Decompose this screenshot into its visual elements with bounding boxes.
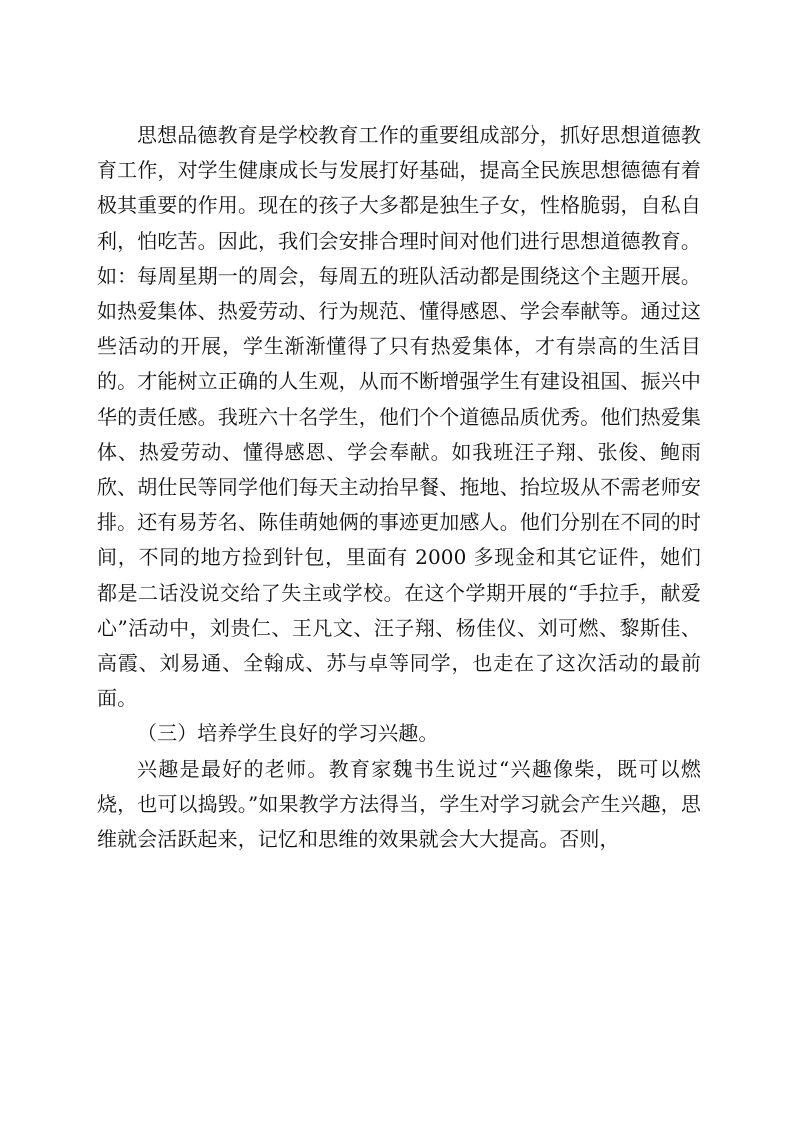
document-body bbox=[97, 118, 701, 857]
paragraph-interest: 兴趣是最好的老师。教育家魏书生说过“兴趣像柴，既可以燃烧，也可以捣毁。”如果教学方法得当，学生对学习就会产生兴趣，思维就会活跃起来，记忆和思维的效果就会大大提高。否则， bbox=[97, 756, 701, 852]
section-heading: （三）培养学生良好的学习兴趣。 bbox=[137, 721, 439, 746]
paragraph-moral-education: 思想品德教育是学校教育工作的重要组成部分，抓好思想道德教育工作，对学生健康成长与发展打好基础，提高全民族思想德德有着极其重要的作用。现在的孩子大多都是独生子女，性格脆弱，自私自利，怕吃苦。因此，我们会安排合理时间对他们进行思想道德教育。如：每周星期一的周会，每周五的班队活动都是围绕这个主题开展。如热爱集体、热爱劳动、行为规范、懂得感恩、学会奉献等。通过这些活动的开展，学生渐渐懂得了只有热爱集体，才有崇高的生活目的。才能树立正确的人生观，从而不断增强学生有建设祖国、振兴中华的责任感。我班六十名学生，他们个个道德品质优秀。他们热爱集体、热爱劳动、懂得感恩、学会奉献。如我班汪子翔、张俊、鲍雨欣、胡仕民等同学他们每天主动抬早餐、拖地、抬垃圾从不需老师安排。还有易芳名、陈佳萌她俩的事迹更加感人。他们分别在不同的时间，不同的地方捡到针包，里面有 2000 多现金和其它证件，她们都是二话没说交给了失主或学校。在这个学期开展的“手拉手，献爱心”活动中，刘贵仁、王凡文、汪子翔、杨佳仪、刘可燃、黎斯佳、高霞、刘易通、全翰成、苏与卓等同学，也走在了这次活动的最前面。 bbox=[97, 123, 701, 711]
